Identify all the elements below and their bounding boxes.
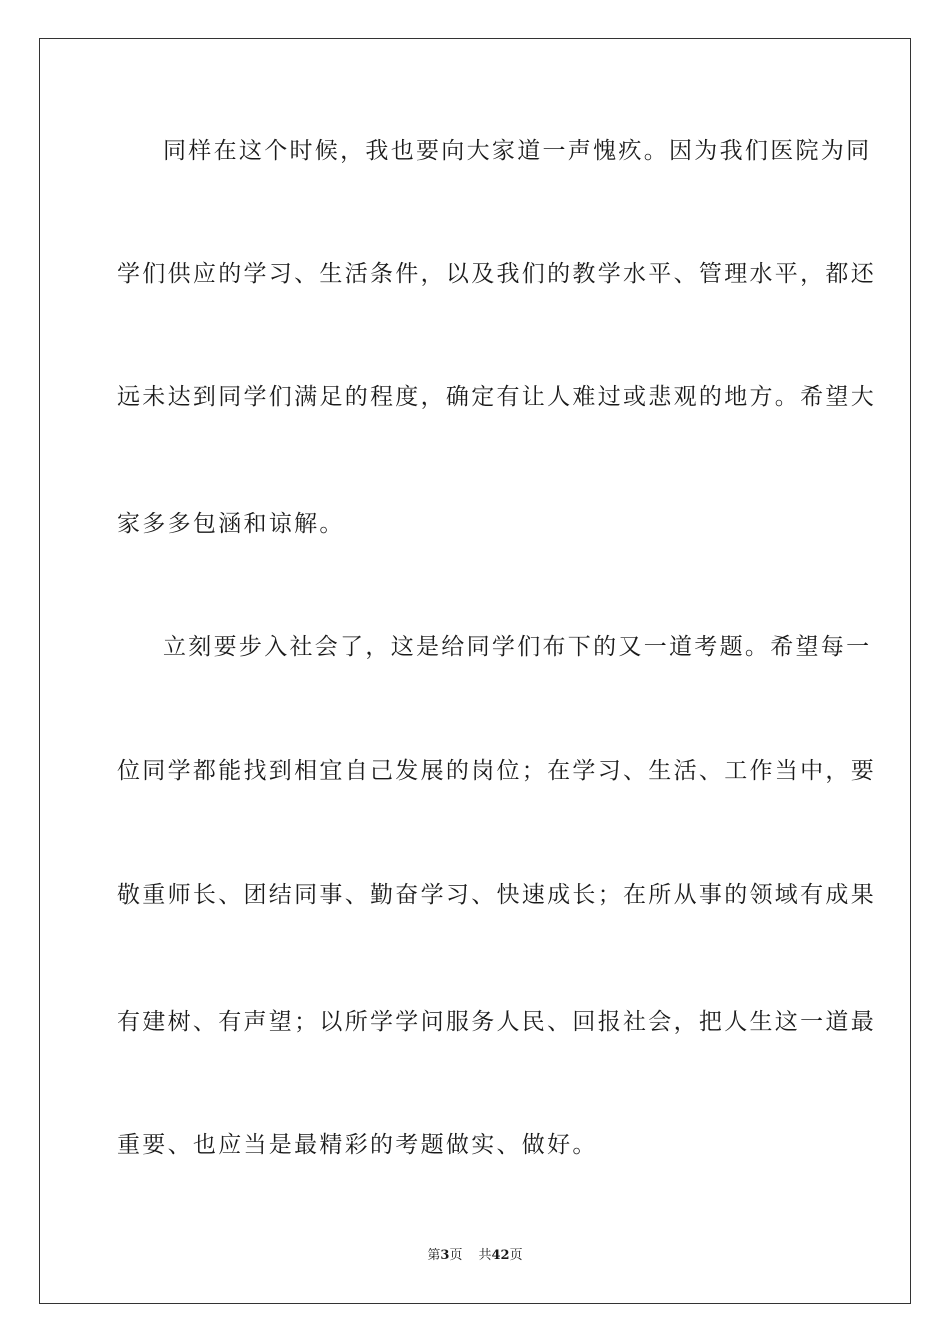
current-page-number: 3 <box>440 1248 450 1263</box>
total-label-prefix: 共 <box>478 1248 492 1263</box>
total-pages-number: 42 <box>491 1248 510 1263</box>
paragraph-line: 同样在这个时候，我也要向大家道一声愧疚。因为我们医院为同 <box>163 138 872 164</box>
page-footer <box>0 1247 950 1265</box>
paragraph-line: 位同学都能找到相宜自己发展的岗位；在学习、生活、工作当中，要 <box>117 758 876 784</box>
paragraph-line: 敬重师长、团结同事、勤奋学习、快速成长；在所从事的领域有成果 <box>117 882 876 908</box>
paragraph-line: 家多多包涵和谅解。 <box>117 511 345 537</box>
page-label-prefix: 第 <box>427 1248 441 1263</box>
paragraph-line: 立刻要步入社会了，这是给同学们布下的又一道考题。希望每一 <box>163 634 872 660</box>
page-border <box>39 38 911 1304</box>
paragraph-line: 学们供应的学习、生活条件，以及我们的教学水平、管理水平，都还 <box>117 261 876 287</box>
paragraph-line: 有建树、有声望；以所学学问服务人民、回报社会，把人生这一道最 <box>117 1009 876 1035</box>
total-label-suffix: 页 <box>509 1248 523 1263</box>
paragraph-line: 远未达到同学们满足的程度，确定有让人难过或悲观的地方。希望大 <box>117 384 876 410</box>
page-label-suffix: 页 <box>449 1248 463 1263</box>
paragraph-line: 重要、也应当是最精彩的考题做实、做好。 <box>117 1132 598 1158</box>
